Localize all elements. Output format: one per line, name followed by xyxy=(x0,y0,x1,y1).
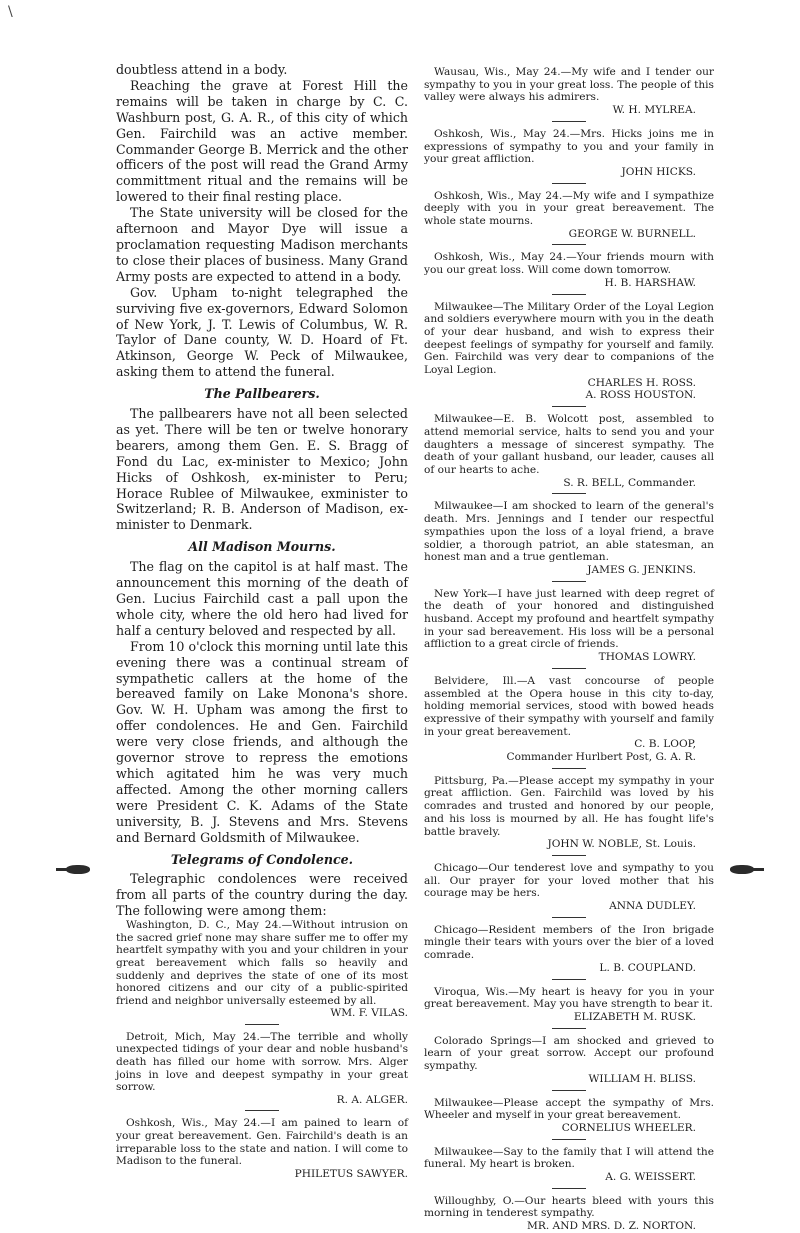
section-heading-pallbearers: The Pallbearers. xyxy=(204,386,320,402)
telegram: Oshkosh, Wis., May 24.—I am pained to learn of your great bereavement. Gen. Fairchild's death is an irreparable loss to the state and nation. I will come to Madison to the funeral. xyxy=(116,1117,408,1168)
telegram-signature: GEORGE W. BURNELL. xyxy=(568,227,696,240)
telegram: Viroqua, Wis.—My heart is heavy for you in your great bereavement. May you have strength to bear it. xyxy=(424,985,714,1011)
divider xyxy=(245,1110,279,1111)
paragraph: Gov. Upham to-night telegraphed the surviving five ex-governors, Edward Solomon of New York, J. T. Lewis of Columbus, W. R. Taylor of Dane county, W. D. Hoard of Ft. Atkinson, George W. Peck of Milwaukee, asking them to attend the funeral. xyxy=(116,284,408,380)
telegram-signature: MR. AND MRS. D. Z. NORTON. xyxy=(527,1220,696,1233)
divider xyxy=(552,917,586,918)
telegram: Wausau, Wis., May 24.—My wife and I tender our sympathy to you in your great loss. The people of this valley were always his admirers. xyxy=(424,66,714,104)
paragraph: The pallbearers have not all been selected as yet. There will be ten or twelve honorary bearers, among them Gen. E. S. Bragg of Fond du Lac, ex-minister to Mexico; John Hicks of Oshkosh, ex-minister to Peru; Horace Rublee of Milwaukee, exminister to Switzerland; R. B. Anderson of Madison, ex-minister to Denmark. xyxy=(116,406,408,533)
telegram-signature: ELIZABETH M. RUSK. xyxy=(573,1011,696,1023)
right-column xyxy=(424,66,714,1233)
divider xyxy=(552,406,586,407)
telegram: Oshkosh, Wis., May 24.—Mrs. Hicks joins me in expressions of sympathy to you and your family in your great affliction. xyxy=(424,127,714,166)
telegram-signature: WILLIAM H. BLISS. xyxy=(588,1072,696,1085)
telegram-signature: W. H. MYLREA. xyxy=(612,104,696,117)
divider xyxy=(245,1024,279,1025)
margin-mark: \ xyxy=(8,4,13,20)
paragraph: doubtless attend in a body. xyxy=(116,62,288,77)
telegram: Chicago—Resident members of the Iron brigade mingle their tears with yours over the bier of a loved comrade. xyxy=(424,923,714,962)
telegram: Pittsburg, Pa.—Please accept my sympathy in your great affliction. Gen. Fairchild was loved by his comrades and trusted and honored by our people, and his loss is mourned by all. He has fought life's battle bravely. xyxy=(424,774,714,838)
telegram: Detroit, Mich, May 24.—The terrible and wholly unexpected tidings of your dear and noble husband's death has filled our home with sorrow. Mrs. Alger joins in love and deepest sympathy in your great sorrow. xyxy=(116,1030,408,1094)
divider xyxy=(552,244,586,245)
pointing-hand-left-icon xyxy=(66,865,90,874)
pointing-hand-right-icon xyxy=(730,865,754,874)
telegram: Milwaukee—I am shocked to learn of the general's death. Mrs. Jennings and I tender our respectful sympathies upon the loss of a loyal friend, a brave soldier, a thorough patriot, an able statesman, an honest man and a true gentleman. xyxy=(424,500,714,564)
paragraph: From 10 o'clock this morning until late this evening there was a continual stream of sympathetic callers at the home of the bereaved family on Lake Monona's shore. Gov. W. H. Upham was among the first to offer condolences. He and Gen. Fairchild were very close friends, and although the governor strove to repress the emotions which agitated him he was very much affected. Among the other morning callers were President C. K. Adams of the State university, B. J. Stevens and Mrs. Stevens and Bernard Goldsmith of Milwaukee. xyxy=(116,638,408,845)
telegram-signature: CORNELIUS WHEELER. xyxy=(561,1121,696,1134)
telegram: Milwaukee—Say to the family that I will attend the funeral. My heart is broken. xyxy=(424,1145,714,1171)
paragraph: The State university will be closed for the afternoon and Mayor Dye will issue a proclamation requesting Madison merchants to close their places of business. Many Grand Army posts are expected to attend in a body. xyxy=(116,205,408,284)
telegram: Milwaukee—Please accept the sympathy of Mrs. Wheeler and myself in your great bereavement. xyxy=(424,1096,714,1122)
telegram-signature: JOHN HICKS. xyxy=(621,165,696,178)
telegram-signature: S. R. BELL, Commander. xyxy=(563,476,696,489)
divider xyxy=(552,121,586,122)
divider xyxy=(552,1139,586,1140)
divider xyxy=(552,294,586,295)
telegram-signature: WM. F. VILAS. xyxy=(330,1007,408,1020)
divider xyxy=(552,493,586,494)
telegram: Washington, D. C., May 24.—Without intrusion on the sacred grief none may share suffer me to offer my heartfelt sympathy with you and your children in your great bereavement which falls so heavily and suddenly and deprives the state of one of its most honored citizens and our city of a public-spirited friend and neighbor universally esteemed by all. xyxy=(116,919,408,1007)
telegram-signature: JOHN W. NOBLE, St. Louis. xyxy=(547,838,696,851)
telegram: Milwaukee—The Military Order of the Loyal Legion and soldiers everywhere mourn with you in the death of your dear husband, and wish to express their deepest feelings of sympathy for yourself and family. Gen. Fairchild was very dear to companions of the Loyal Legion. xyxy=(424,300,714,377)
telegram-signature: Commander Hurlbert Post, G. A. R. xyxy=(506,751,696,764)
divider xyxy=(552,1090,586,1091)
divider xyxy=(552,1028,586,1029)
telegram-signature: ANNA DUDLEY. xyxy=(609,900,696,913)
divider xyxy=(552,668,586,669)
telegram: Chicago—Our tenderest love and sympathy to you all. Our prayer for your loved mother that his courage may be hers. xyxy=(424,861,714,900)
telegram-signature: A. ROSS HOUSTON. xyxy=(585,389,696,402)
section-heading-telegrams: Telegrams of Condolence. xyxy=(170,851,354,867)
telegram: Oshkosh, Wis., May 24.—My wife and I sympathize deeply with you in your great bereavement. The whole state mourns. xyxy=(424,189,714,228)
section-heading-madison: All Madison Mourns. xyxy=(188,539,336,555)
telegram-signature: H. B. HARSHAW. xyxy=(604,276,696,289)
divider xyxy=(552,768,586,769)
telegram: Belvidere, Ill.—A vast concourse of people assembled at the Opera house in this city to-day, holding memorial services, stood with bowed heads expressive of their sympathy with yourself and family in your great bereavement. xyxy=(424,674,714,738)
divider xyxy=(552,183,586,184)
divider xyxy=(552,581,586,582)
telegram-signature: R. A. ALGER. xyxy=(336,1093,408,1106)
telegram: Colorado Springs—I am shocked and grieved to learn of your great sorrow. Accept our profound sympathy. xyxy=(424,1034,714,1073)
telegram: Willoughby, O.—Our hearts bleed with yours this morning in tenderest sympathy. xyxy=(424,1194,714,1220)
telegram-signature: L. B. COUPLAND. xyxy=(599,961,696,974)
telegram-signature: PHILETUS SAWYER. xyxy=(294,1167,408,1180)
telegram: Milwaukee—E. B. Wolcott post, assembled to attend memorial service, halts to send you and your daughters a message of sincerest sympathy. The death of your gallant husband, our leader, causes all of our hearts to ache. xyxy=(424,413,714,476)
telegram-signature: JAMES G. JENKINS. xyxy=(587,563,696,576)
paragraph: Reaching the grave at Forest Hill the remains will be taken in charge by C. C. Washburn post, G. A. R., of this city of which Gen. Fairchild was an active member. Commander George B. Merrick and the other officers of the post will read the Grand Army committment ritual and the remains will be lowered to their final resting place. xyxy=(116,77,408,205)
telegram: New York—I have just learned with deep regret of the death of your honored and distinguished husband. Accept my profound and heartfelt sympathy in your sad bereavement. His loss will be a personal affliction to a great circle of friends. xyxy=(424,587,714,651)
divider xyxy=(552,979,586,980)
telegram-signature: C. B. LOOP, xyxy=(634,738,696,751)
telegram-signature: THOMAS LOWRY. xyxy=(598,651,696,664)
left-column xyxy=(116,62,408,1182)
telegram-signature: CHARLES H. ROSS. xyxy=(587,376,696,389)
paragraph: Telegraphic condolences were received from all parts of the country during the day. The following were among them: xyxy=(116,871,408,919)
divider xyxy=(552,855,586,856)
paragraph: The flag on the capitol is at half mast. The announcement this morning of the death of Gen. Lucius Fairchild cast a pall upon the whole city, where the old hero had lived for half a century beloved and respected by all. xyxy=(116,559,408,638)
divider xyxy=(552,1188,586,1189)
telegram-signature: A. G. WEISSERT. xyxy=(605,1171,696,1184)
telegram: Oshkosh, Wis., May 24.—Your friends mourn with you our great loss. Will come down tomorrow. xyxy=(424,251,714,277)
